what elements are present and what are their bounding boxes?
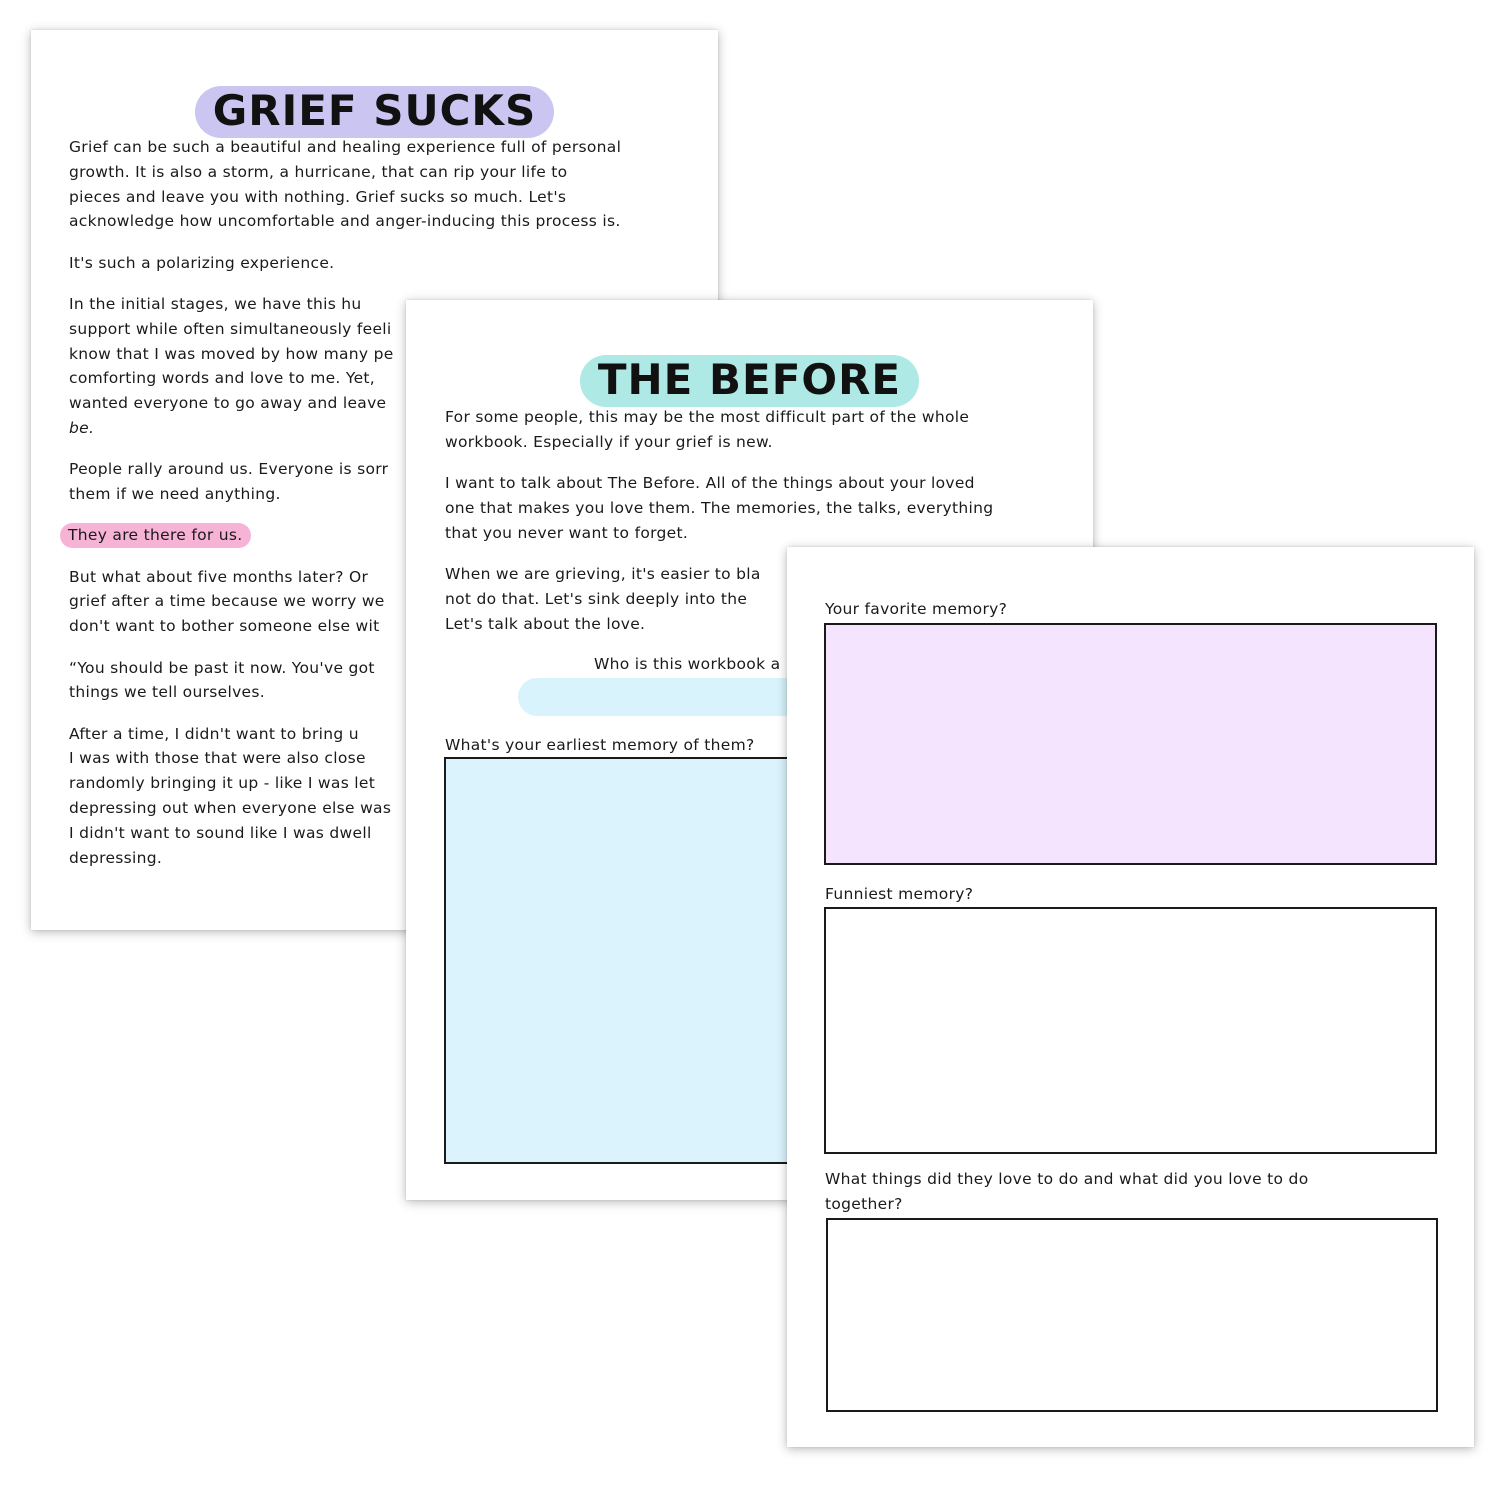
page-title: GRIEF SUCKS <box>195 86 554 138</box>
favorite-memory-box[interactable] <box>824 623 1437 865</box>
favorite-memory-label: Your favorite memory? <box>825 600 1008 618</box>
paragraph: In the initial stages, we have this hu support while often simultaneously feeli know that I was moved by how many pe comforting words and love to me. Yet, wanted everyone to go away and leave be. <box>69 294 394 437</box>
paragraph: When we are grieving, it's easier to bla not do that. Let's sink deeply into the Let's talk about the love. <box>445 564 761 633</box>
earliest-memory-box[interactable] <box>444 757 844 1164</box>
page-title: THE BEFORE <box>580 355 919 407</box>
page-title-wrap <box>406 355 1093 407</box>
paragraph: People rally around us. Everyone is sorr them if we need anything. <box>69 460 389 504</box>
paragraph: It's such a polarizing experience. <box>69 253 335 272</box>
paragraph: For some people, this may be the most difficult part of the whole workbook. Especially if your grief is new. <box>445 408 970 451</box>
paragraph: “You should be past it now. You've got things we tell ourselves. <box>69 658 375 702</box>
funniest-memory-box[interactable] <box>824 907 1437 1154</box>
page-title-wrap <box>31 86 718 138</box>
things-together-box[interactable] <box>826 1218 1438 1412</box>
paragraph: I want to talk about The Before. All of the things about your loved one that makes you love them. The memories, the talks, everything that you never want to forget. <box>445 474 994 542</box>
paragraph: Grief can be such a beautiful and healing experience full of personal growth. It is also a storm, a hurricane, that can rip your life to pieces and leave you with nothing. Grief sucks so much. Let's acknowledge how uncomfortable and anger-inducing this process is. <box>69 138 622 231</box>
things-together-label: What things did they love to do and what did you love to do together? <box>825 1170 1309 1213</box>
paragraph: After a time, I didn't want to bring u I was with those that were also close randomly bringing it up - like I was let depressing out when everyone else was I didn't want to sound like I was dwell depressing. <box>69 724 392 867</box>
funniest-memory-label: Funniest memory? <box>825 885 974 903</box>
who-prompt-label: Who is this workbook a <box>594 655 781 673</box>
highlighted-text: They are there for us. <box>60 523 251 548</box>
earliest-memory-label: What's your earliest memory of them? <box>445 736 755 754</box>
memory-prompts-page <box>787 547 1474 1447</box>
paragraph: But what about five months later? Or grief after a time because we worry we don't want to bother someone else wit <box>69 567 385 636</box>
